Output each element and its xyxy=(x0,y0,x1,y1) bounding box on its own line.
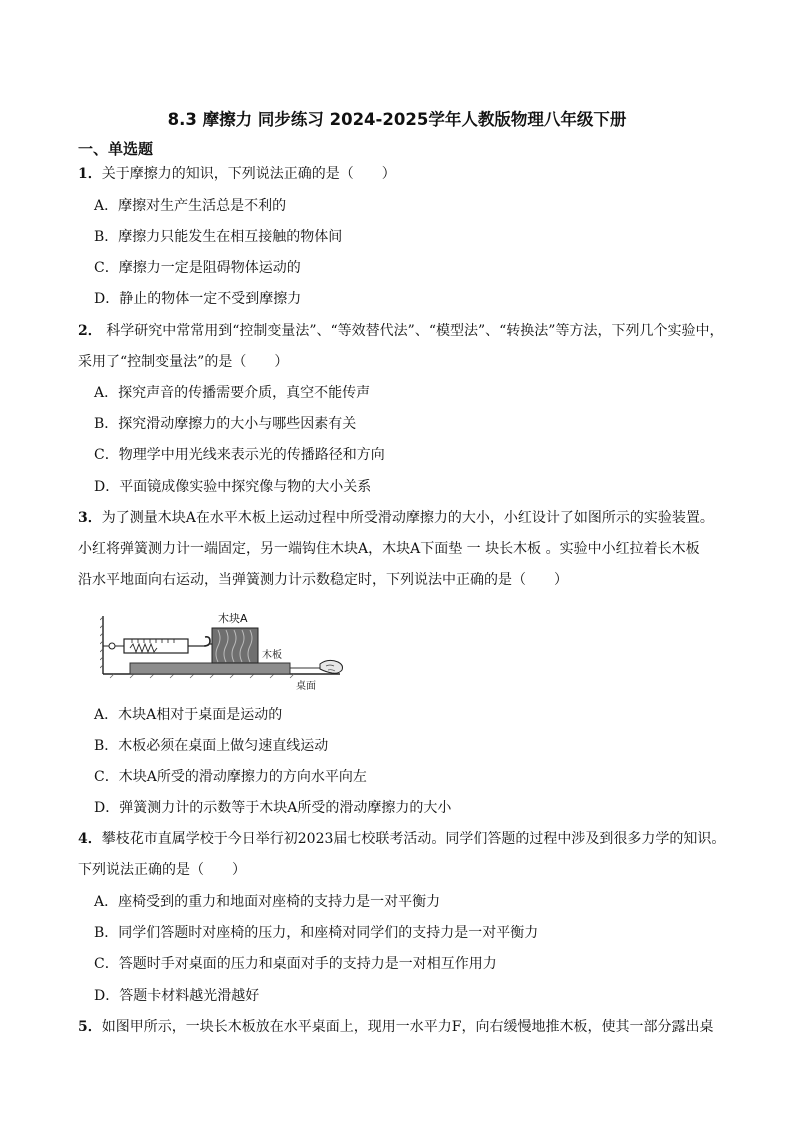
hand-icon xyxy=(320,660,343,673)
question-text: 攀枝花市直属学校于今日举行初2023届七校联考活动。同学们答题的过程中涉及到很多力学的知识。 xyxy=(101,831,726,847)
question-3-option-d: D．弹簧测力计的示数等于木块A所受的滑动摩擦力的大小 xyxy=(94,800,452,816)
question-3-option-c: C．木块A所受的滑动摩擦力的方向水平向左 xyxy=(94,769,367,785)
question-number: 4． xyxy=(78,831,102,847)
hook xyxy=(204,637,210,646)
wall-ring xyxy=(109,643,115,649)
question-1-stem xyxy=(78,164,396,184)
question-2-option-a: A．探究声音的传播需要介质，真空不能传声 xyxy=(94,385,371,401)
question-3-stem-line-3: 沿水平地面向右运动，当弹簧测力计示数稳定时，下列说法中正确的是（ ） xyxy=(78,572,568,588)
question-4-stem-line-2: 下列说法正确的是（ ） xyxy=(78,862,246,878)
question-3-stem-line-2: 小红将弹簧测力计一端固定，另一端钩住木块A，木块A下面垫 一 块长木板 。实验中小红拉着长木板 xyxy=(78,541,700,557)
question-3-option-a: A．木块A相对于桌面是运动的 xyxy=(94,707,283,723)
experiment-figure xyxy=(100,606,350,692)
question-2-stem-line-2: 采用了“控制变量法”的是（ ） xyxy=(78,354,289,370)
question-4-stem-line-1 xyxy=(78,829,725,849)
question-number: 1． xyxy=(78,166,102,182)
question-2-option-c: C．物理学中用光线来表示光的传播路径和方向 xyxy=(94,447,385,463)
question-text: 为了测量木块A在水平木板上运动过程中所受滑动摩擦力的大小，小红设计了如图所示的实验装置。 xyxy=(101,510,714,526)
question-text: 如图甲所示，一块长木板放在水平桌面上，现用一水平力F，向右缓慢地推木板，使其一部分露出桌 xyxy=(101,1019,714,1035)
question-number: 3． xyxy=(78,510,102,526)
question-2-option-d: D．平面镜成像实验中探究像与物的大小关系 xyxy=(94,479,372,495)
block-label: 木块A xyxy=(218,612,248,625)
question-1-option-b: B．摩擦力只能发生在相互接触的物体间 xyxy=(94,229,343,245)
question-number: 2． xyxy=(78,323,102,339)
question-3-stem-line-1 xyxy=(78,508,714,528)
question-1-option-c: C．摩擦力一定是阻碍物体运动的 xyxy=(94,260,301,276)
question-4-option-a: A．座椅受到的重力和地面对座椅的支持力是一对平衡力 xyxy=(94,894,441,910)
question-number: 5． xyxy=(78,1019,102,1035)
question-1-option-d: D．静止的物体一定不受到摩擦力 xyxy=(94,291,302,307)
question-4-option-b: B．同学们答题时对座椅的压力，和座椅对同学们的支持力是一对平衡力 xyxy=(94,925,539,941)
question-4-option-c: C．答题时手对桌面的压力和桌面对手的支持力是一对相互作用力 xyxy=(94,956,497,972)
question-5-stem-line-1 xyxy=(78,1017,713,1037)
question-4-option-d: D．答题卡材料越光滑越好 xyxy=(94,988,260,1004)
question-2-stem-line-1 xyxy=(78,321,723,341)
long-board xyxy=(130,663,290,674)
section-heading: 一、单选题 xyxy=(78,140,154,158)
question-2-option-b: B．探究滑动摩擦力的大小与哪些因素有关 xyxy=(94,416,357,432)
question-text: 关于摩擦力的知识，下列说法正确的是（ ） xyxy=(101,166,396,182)
table-label: 桌面 xyxy=(296,681,316,692)
question-1-option-a: A．摩擦对生产生活总是不利的 xyxy=(94,198,287,214)
question-3-option-b: B．木板必须在桌面上做匀速直线运动 xyxy=(94,738,329,754)
document-title: 8.3 摩擦力 同步练习 2024-2025学年人教版物理八年级下册 xyxy=(167,110,627,129)
question-text: 科学研究中常常用到“控制变量法”、“等效替代法”、“模型法”、“转换法”等方法，下列几个实验中， xyxy=(101,323,724,339)
board-label: 木板 xyxy=(262,650,282,661)
